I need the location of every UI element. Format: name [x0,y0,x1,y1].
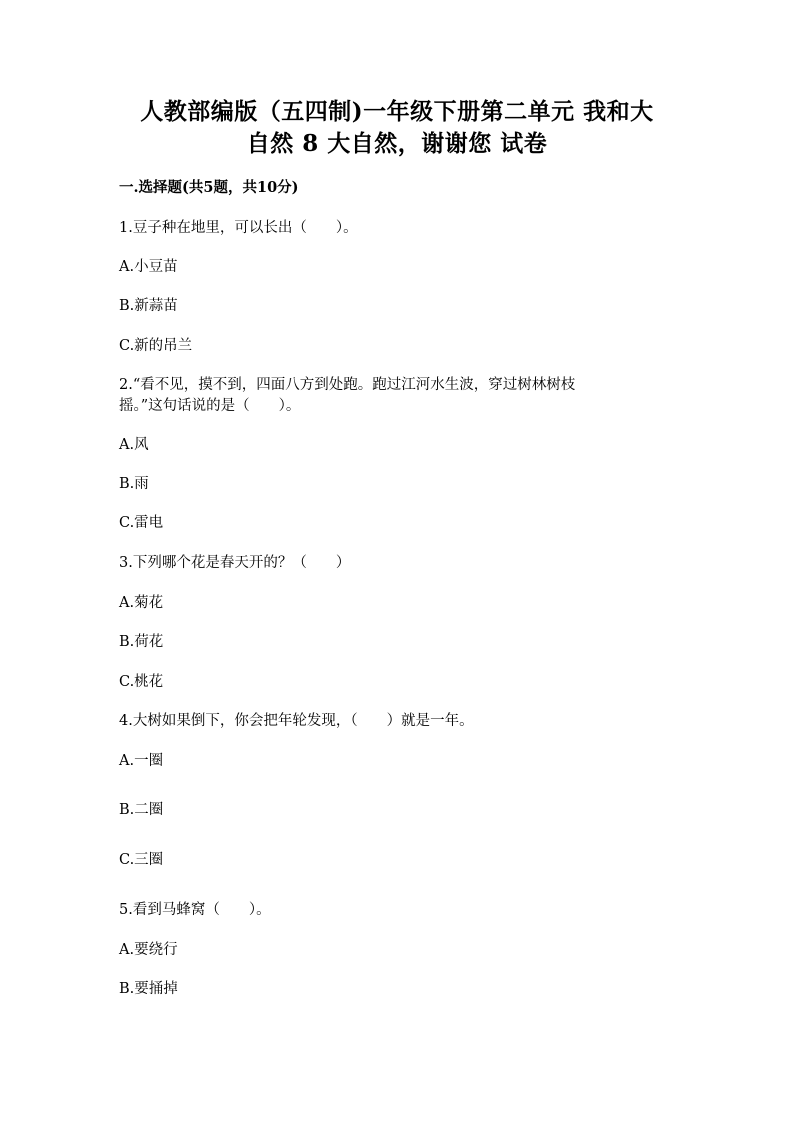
question-3-option-b: B.荷花 [119,634,164,650]
question-5-stem: 5.看到马蜂窝（ ）。 [119,902,271,918]
question-1-option-c: C.新的吊兰 [119,338,193,354]
question-1-stem: 1.豆子种在地里，可以长出（ ）。 [119,220,358,236]
question-1-option-b: B.新蒜苗 [119,298,178,314]
question-2-stem-line-2: 摇。”这句话说的是（ ）。 [119,398,301,414]
question-3-option-c: C.桃花 [119,674,164,690]
question-4-option-a: A.一圈 [119,753,164,769]
question-2-option-a: A.风 [119,437,149,453]
question-1-option-a: A.小豆苗 [119,259,178,275]
question-2-option-b: B.雨 [119,476,149,492]
question-4-option-c: C.三圈 [119,852,164,868]
question-5-option-a: A.要绕行 [119,942,178,958]
question-4-option-b: B.二圈 [119,802,164,818]
question-2-stem-line-1: 2.“看不见，摸不到，四面八方到处跑。跑过江河水生波，穿过树林树枝 [119,377,576,393]
question-4-stem: 4.大树如果倒下，你会把年轮发现，（ ）就是一年。 [119,713,474,729]
section-header: 一.选择题(共5题，共10分) [119,179,299,196]
question-5-option-b: B.要捅掉 [119,981,178,997]
question-3-stem: 3.下列哪个花是春天开的？（ ） [119,555,351,571]
document-title-line-1: 人教部编版（五四制)一年级下册第二单元 我和大 [140,98,654,125]
question-2-option-c: C.雷电 [119,515,164,531]
question-3-option-a: A.菊花 [119,595,164,611]
document-title-line-2: 自然 8 大自然，谢谢您 试卷 [246,130,548,157]
